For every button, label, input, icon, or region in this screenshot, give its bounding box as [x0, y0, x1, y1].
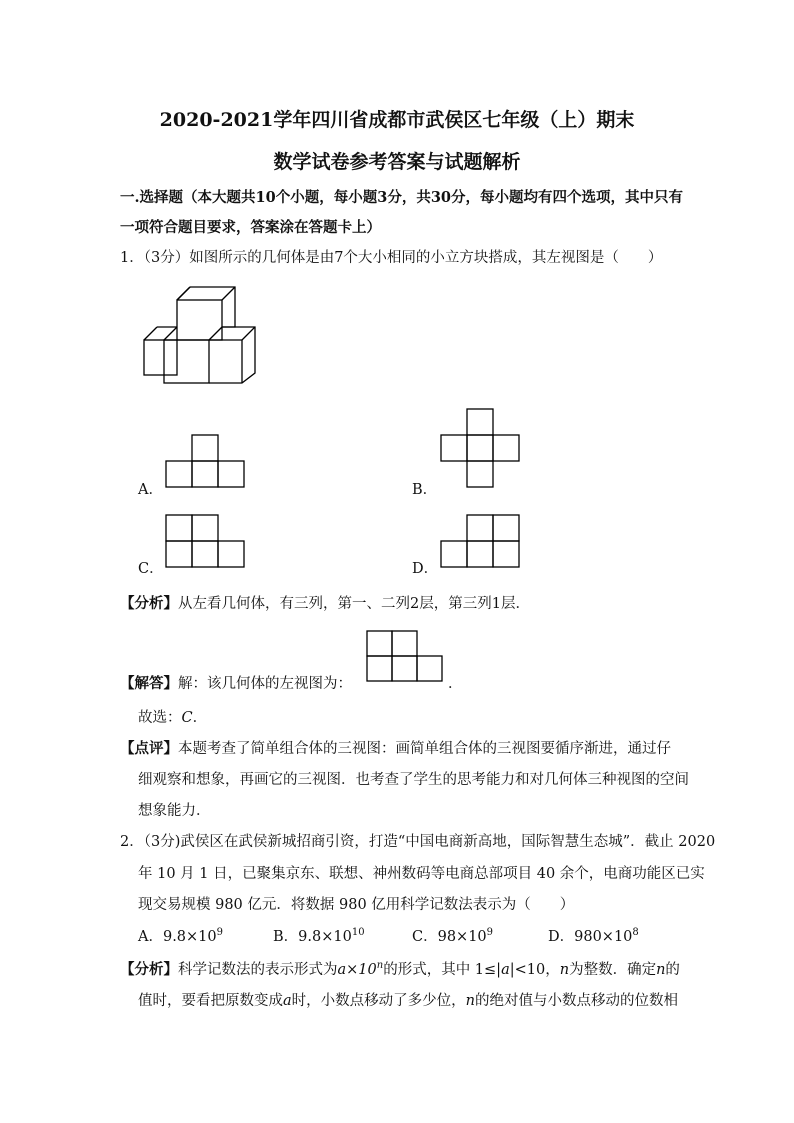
q1-comment-line3: 想象能力．: [138, 803, 211, 819]
q1-3d-cubes-figure: [138, 282, 262, 384]
q2-stem-line3: 现交易规模 980 亿元．将数据 980 亿用科学记数法表示为（ ）: [138, 897, 575, 913]
q1-answer-tag: 【解答】: [120, 675, 178, 692]
q2-stem-line2: 年 10 月 1 日，已聚集京东、联想、神州数码等电商总部项目 40 余个，电商功能区已实: [138, 866, 705, 882]
q2-analysis-p4: 为整数．确定: [569, 962, 657, 978]
q1-option-a-label: A．: [138, 482, 163, 498]
q1-option-d-label: D．: [412, 561, 439, 577]
q2-stem-line1: 2．（3分)武侯区在武侯新城招商引资，打造“中国电商新高地，国际智慧生态城”．截止 2020: [120, 834, 716, 850]
q1-option-c-label: C．: [138, 561, 164, 577]
q1-analysis-text: 从左看几何体，有三列，第一、二列2层，第三列1层．: [178, 596, 530, 612]
q2-option-a-text: A．9.8×10: [138, 929, 217, 945]
q1-answer: [120, 672, 352, 693]
q2-option-d-text: D．980×10: [548, 929, 633, 945]
q2-option-a: [138, 925, 223, 946]
q2-analysis-l2-p2: 时，小数点移动了多少位，: [291, 993, 466, 1009]
q2-analysis-tag: 【分析】: [120, 961, 178, 978]
q2-option-d: [548, 925, 639, 946]
q1-answer-figure: [366, 630, 446, 684]
q2-analysis-line2: [138, 989, 678, 1010]
q1-comment-line1: [120, 737, 671, 758]
q2-analysis-a: a: [501, 962, 510, 978]
q1-answer-end: ．: [448, 676, 463, 692]
q2-analysis-formula: a×10: [337, 962, 377, 978]
q2-option-b-exp: 10: [351, 927, 365, 939]
q2-option-c: [412, 925, 493, 946]
q2-analysis-l2-n: n: [465, 993, 475, 1009]
q1-choice-label: 故选：: [138, 710, 182, 726]
q2-option-c-text: C．98×10: [412, 929, 487, 945]
q2-option-b-text: B．9.8×10: [273, 929, 352, 945]
q2-analysis-formula-exp: n: [376, 960, 384, 972]
section-heading-line2: 一项符合题目要求，答案涂在答题卡上）: [120, 219, 381, 236]
q2-analysis-l2-a: a: [283, 993, 292, 1009]
section-heading-line1: 一.选择题（本大题共10个小题，每小题3分，共30分，每小题均有四个选项，其中只有: [120, 189, 683, 206]
q1-choice: [138, 706, 207, 727]
q1-option-b-label: B．: [412, 482, 438, 498]
q1-option-c-figure: [164, 513, 246, 569]
q1-stem: 1．（3分）如图所示的几何体是由7个大小相同的小立方块搭成，其左视图是（ ）: [120, 250, 663, 266]
q1-choice-letter: C: [181, 710, 193, 726]
q1-option-b-figure: [440, 408, 522, 490]
q2-option-c-exp: 9: [486, 927, 494, 939]
paper-subtitle: 数学试卷参考答案与试题解析: [273, 151, 521, 173]
paper-title: 2020-2021学年四川省成都市武侯区七年级（上）期末: [159, 109, 635, 131]
q1-comment-text1: 本题考查了简单组合体的三视图：画简单组合体的三视图要循序渐进，通过仔: [178, 741, 671, 757]
q2-analysis-p3: |<10，: [509, 962, 560, 978]
q1-option-a-figure: [164, 434, 246, 489]
q1-answer-text: 解：该几何体的左视图为：: [178, 676, 352, 692]
q2-option-d-exp: 8: [632, 927, 639, 939]
q2-option-b: [273, 925, 365, 946]
q2-analysis-p2: 的形式，其中 1≤|: [383, 962, 502, 978]
q1-choice-end: ．: [192, 710, 208, 726]
q2-analysis-p1: 科学记数法的表示形式为: [178, 962, 338, 978]
q1-comment-line2: 细观察和想象，再画它的三视图．也考查了学生的思考能力和对几何体三种视图的空间: [138, 772, 689, 788]
q2-analysis-n2: n: [656, 962, 666, 978]
q2-analysis-line1: [120, 958, 680, 979]
q1-analysis-tag: 【分析】: [120, 595, 178, 612]
q2-analysis-n: n: [559, 962, 570, 978]
q1-option-d-figure: [440, 513, 522, 569]
q2-analysis-p5: 的: [665, 962, 680, 978]
q2-option-a-exp: 9: [216, 927, 224, 939]
q2-analysis-l2-p1: 值时，要看把原数变成: [138, 993, 283, 1009]
q1-comment-tag: 【点评】: [120, 740, 178, 757]
q1-analysis: [120, 592, 530, 613]
q2-analysis-l2-p3: 的绝对值与小数点移动的位数相: [475, 993, 678, 1009]
